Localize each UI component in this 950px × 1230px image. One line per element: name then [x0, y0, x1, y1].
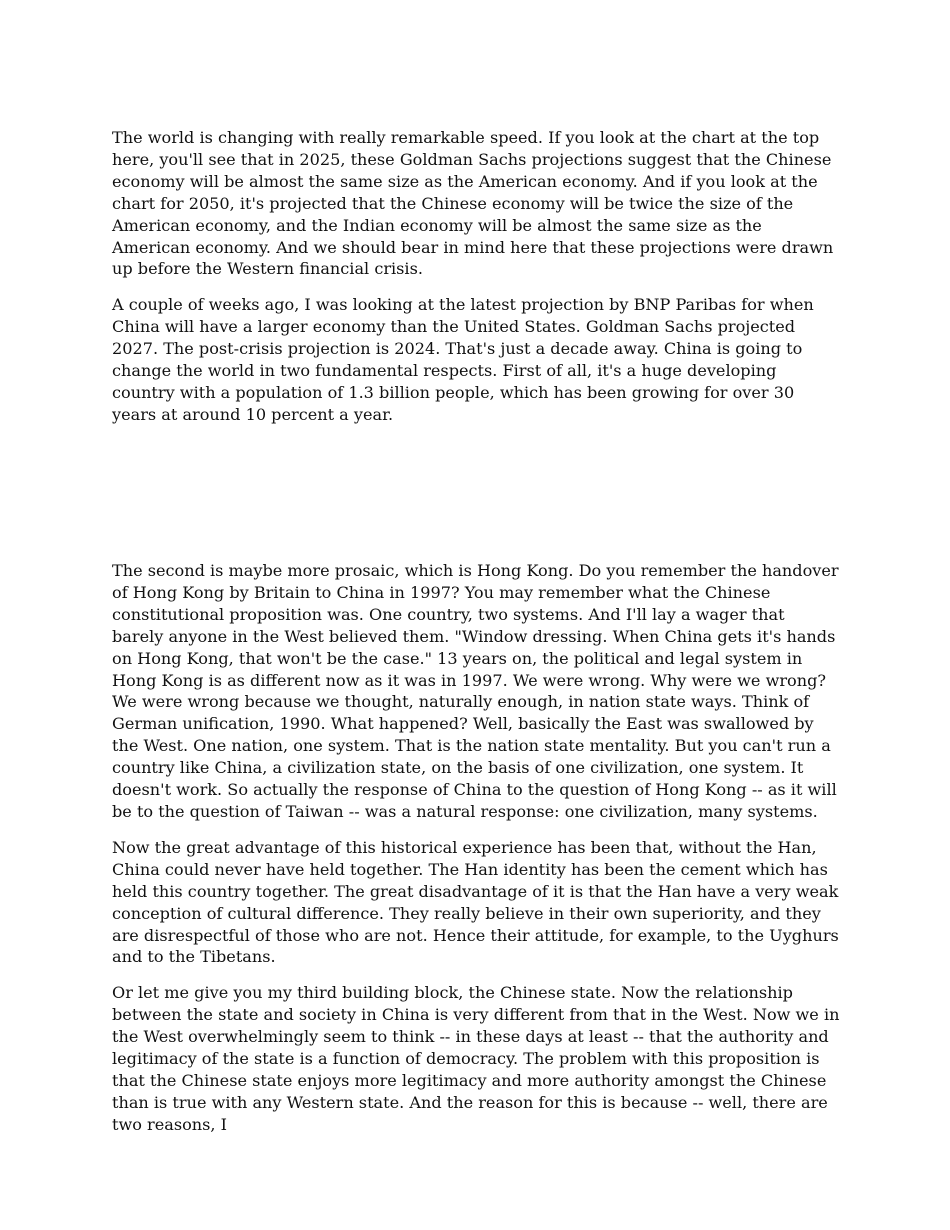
bottom-text-block: [112, 560, 840, 1150]
paragraph-economy-projections: The world is changing with really remarkable speed. If you look at the chart at the top here, you'll see that in 2025, these Goldman Sachs projections suggest that the Chinese economy will be almost the same size as the American economy. And if you look at the chart for 2050, it's projected that the Chinese economy will be twice the size of the American economy, and the Indian economy will be almost the same size as the American economy. And we should bear in mind here that these projections were drawn up before the Western financial crisis.: [112, 128, 834, 279]
top-text-block: [112, 127, 840, 440]
paragraph-hong-kong: The second is maybe more prosaic, which is Hong Kong. Do you remember the handover of Hong Kong by Britain to China in 1997? You may remember what the Chinese constitutional proposition was. One country, two systems. And I'll lay a wager that barely anyone in the West believed them. "Window dressing. When China gets it's hands on Hong Kong, that won't be the case." 13 years on, the political and legal system in Hong Kong is as different now as it was in 1997. We were wrong. Why were we wrong? We were wrong because we thought, naturally enough, in nation state ways. Think of German unification, 1990. What happened? Well, basically the East was swallowed by the West. One nation, one system. That is the nation state mentality. But you can't run a country like China, a civilization state, on the basis of one civilization, one system. It doesn't work. So actually the response of China to the question of Hong Kong -- as it will be to the question of Taiwan -- was a natural response: one civilization, many systems.: [112, 561, 839, 821]
paragraph-han-identity: Now the great advantage of this historical experience has been that, without the Han, China could never have held together. The Han identity has been the cement which has held this country together. The great disadvantage of it is that the Han have a very weak conception of cultural difference. They really believe in their own superiority, and they are disrespectful of those who are not. Hence their attitude, for example, to the Uyghurs and to the Tibetans.: [112, 837, 839, 967]
paragraph-bnp-projection: A couple of weeks ago, I was looking at the latest projection by BNP Paribas for when China will have a larger economy than the United States. Goldman Sachs projected 2027. The post-crisis projection is 2024. That's just a decade away. China is going to change the world in two fundamental respects. First of all, it's a huge developing country with a population of 1.3 billion people, which has been growing for over 30 years at around 10 percent a year.: [112, 295, 814, 424]
paragraph-chinese-state: Or let me give you my third building block, the Chinese state. Now the relationship between the state and society in China is very different from that in the West. Now we in the West overwhelmingly seem to think -- in these days at least -- that the authority and legitimacy of the state is a function of democracy. The problem with this proposition is that the Chinese state enjoys more legitimacy and more authority amongst the Chinese than is true with any Western state. And the reason for this is because -- well, there are two reasons, I: [112, 983, 840, 1134]
